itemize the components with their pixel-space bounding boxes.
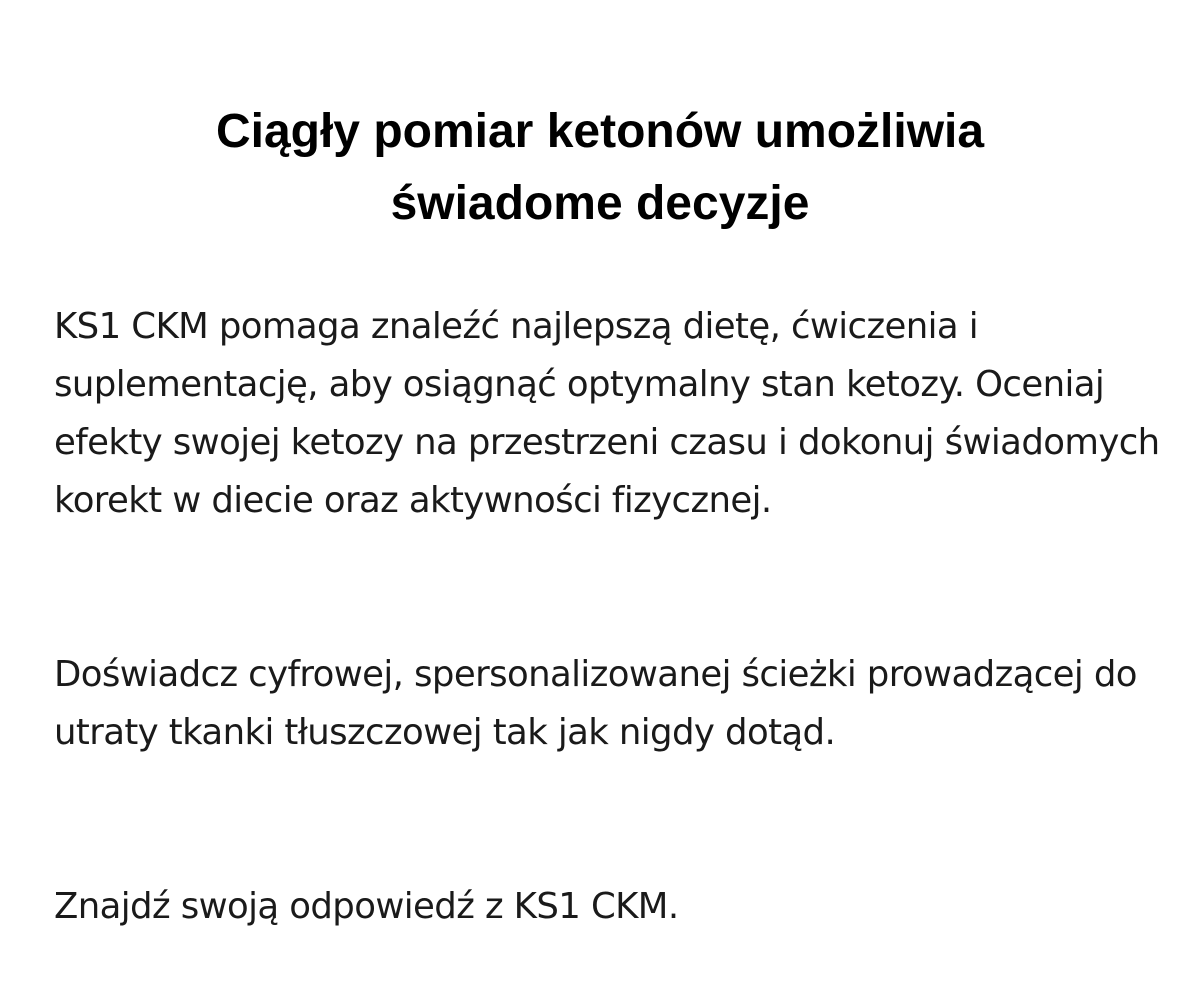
- paragraph-intro: KS1 CKM pomaga znaleźć najlepszą dietę, ćwiczenia i suplementację, aby osiągnąć optymalny stan ketozy. Oceniaj efekty swojej ketozy na przestrzeni czasu i dokonuj świadomych korekt w diecie oraz aktywności fizycznej.: [54, 306, 1160, 521]
- paragraph-experience: Doświadcz cyfrowej, spersonalizowanej ścieżki prowadzącej do utraty tkanki tłuszczowej tak jak nigdy dotąd.: [54, 654, 1137, 753]
- paragraph-closing: Znajdź swoją odpowiedź z KS1 CKM.: [54, 886, 679, 927]
- headline: Ciągły pomiar ketonów umożliwia świadome decyzje: [215, 105, 985, 230]
